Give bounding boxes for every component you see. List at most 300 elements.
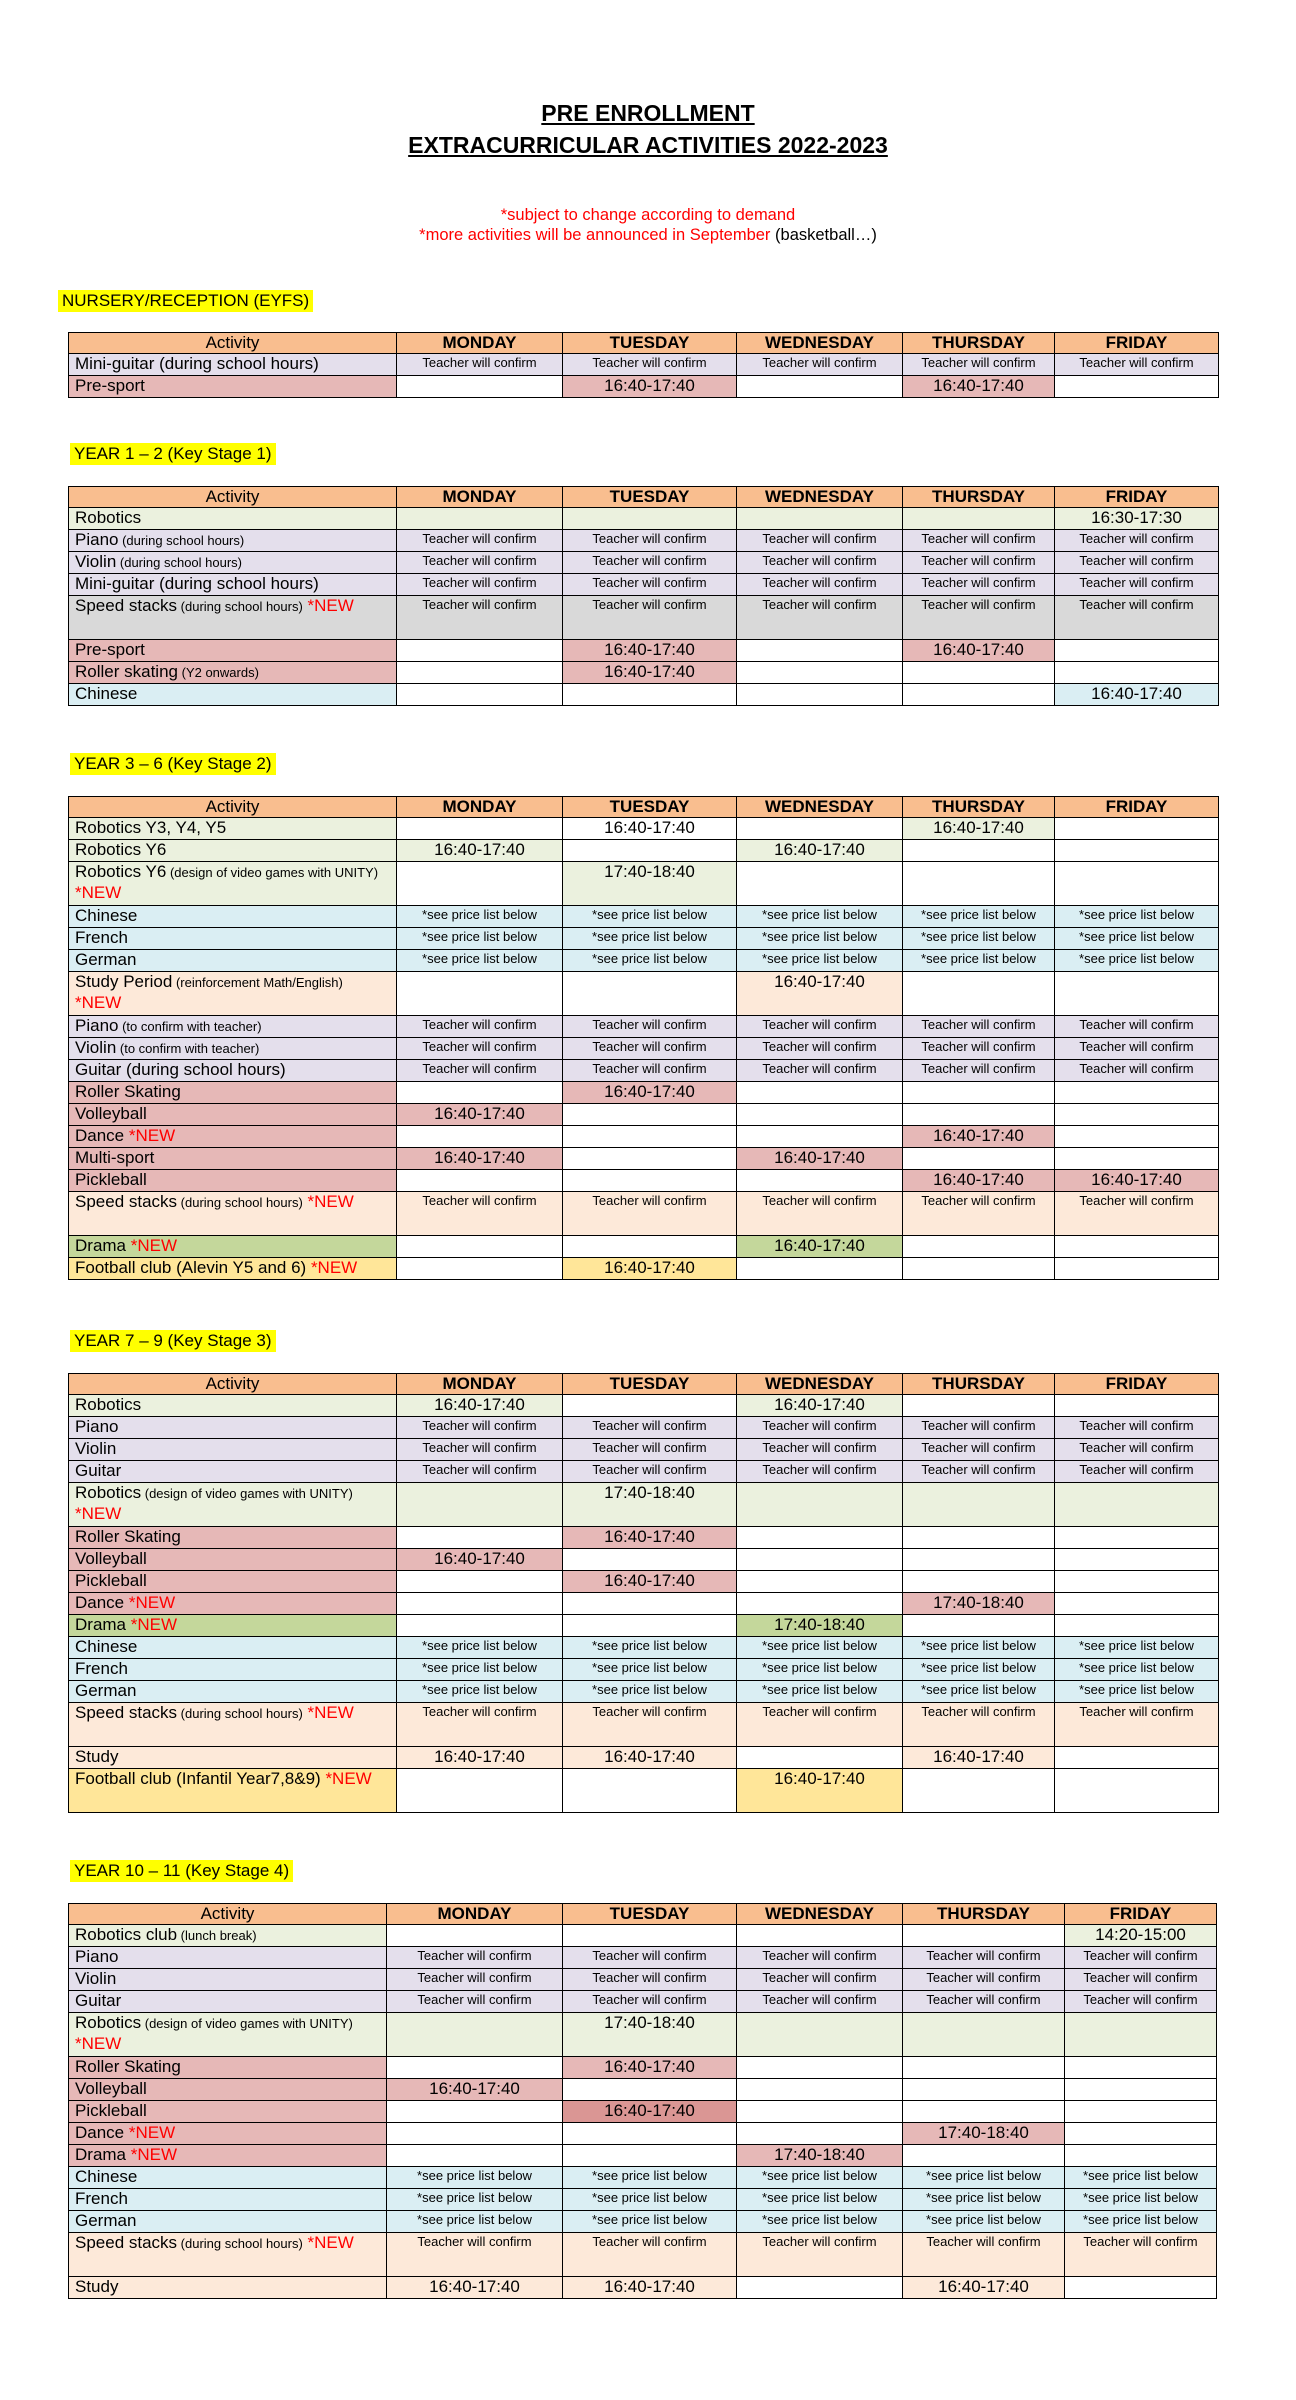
- activity-name-study: Study: [69, 1747, 397, 1769]
- schedule-cell-friday: [1065, 2123, 1217, 2145]
- new-badge: *NEW: [302, 2233, 354, 2252]
- schedule-cell-tuesday: [563, 508, 737, 530]
- schedule-cell-tuesday: 16:40-17:40: [563, 1258, 737, 1280]
- schedule-cell-friday: [1055, 1593, 1219, 1615]
- schedule-cell-friday: [1065, 2079, 1217, 2101]
- table-row: [69, 640, 1219, 662]
- schedule-cell-monday: [397, 684, 563, 706]
- schedule-cell-friday: [1055, 1104, 1219, 1126]
- schedule-cell-thursday: [903, 2101, 1065, 2123]
- schedule-cell-tuesday: [563, 1593, 737, 1615]
- schedule-cell-friday: [1055, 1571, 1219, 1593]
- schedule-cell-thursday: 16:40-17:40: [903, 1126, 1055, 1148]
- schedule-cell-monday: 16:40-17:40: [397, 840, 563, 862]
- table-row: [69, 1747, 1219, 1769]
- activity-name-robotics-club: Robotics club (lunch break): [69, 1925, 387, 1947]
- table-row: [69, 1258, 1219, 1280]
- schedule-cell-wednesday: [737, 684, 903, 706]
- schedule-cell-tuesday: Teacher will confirm: [563, 530, 737, 552]
- schedule-cell-wednesday: Teacher will confirm: [737, 1947, 903, 1969]
- table-row: [69, 1060, 1219, 1082]
- schedule-cell-thursday: [903, 1258, 1055, 1280]
- schedule-cell-wednesday: [737, 508, 903, 530]
- schedule-cell-friday: [1055, 640, 1219, 662]
- activity-name-study-period: Study Period (reinforcement Math/English) *NEW: [69, 972, 397, 1016]
- schedule-cell-monday: *see price list below: [397, 1659, 563, 1681]
- schedule-cell-tuesday: *see price list below: [563, 2167, 737, 2189]
- schedule-cell-thursday: [903, 1549, 1055, 1571]
- schedule-cell-thursday: [903, 1769, 1055, 1813]
- activity-name-dance: Dance *NEW: [69, 1126, 397, 1148]
- activity-name-violin: Violin: [69, 1969, 387, 1991]
- new-badge: *NEW: [124, 1593, 176, 1612]
- schedule-cell-thursday: *see price list below: [903, 1637, 1055, 1659]
- schedule-cell-friday: [1055, 840, 1219, 862]
- schedule-cell-friday: *see price list below: [1055, 1659, 1219, 1681]
- activity-name-roller-skating: Roller Skating: [69, 2057, 387, 2079]
- new-badge: *NEW: [124, 2123, 176, 2142]
- schedule-cell-thursday: Teacher will confirm: [903, 1439, 1055, 1461]
- schedule-cell-friday: Teacher will confirm: [1055, 1417, 1219, 1439]
- schedule-cell-tuesday: 16:40-17:40: [563, 640, 737, 662]
- schedule-cell-friday: Teacher will confirm: [1065, 1947, 1217, 1969]
- schedule-cell-monday: Teacher will confirm: [397, 1060, 563, 1082]
- activity-name-multi-sport: Multi-sport: [69, 1148, 397, 1170]
- activity-name-robotics: Robotics: [69, 1395, 397, 1417]
- table-row: [69, 552, 1219, 574]
- schedule-cell-thursday: [903, 1615, 1055, 1637]
- schedule-cell-friday: *see price list below: [1055, 950, 1219, 972]
- schedule-cell-wednesday: Teacher will confirm: [737, 2233, 903, 2277]
- activity-name-piano: Piano: [69, 1417, 397, 1439]
- table-row: [69, 1593, 1219, 1615]
- schedule-cell-wednesday: [737, 1527, 903, 1549]
- new-badge: *NEW: [126, 1236, 178, 1255]
- schedule-cell-friday: [1055, 972, 1219, 1016]
- schedule-cell-friday: [1055, 662, 1219, 684]
- schedule-cell-wednesday: *see price list below: [737, 950, 903, 972]
- schedule-cell-tuesday: [563, 972, 737, 1016]
- schedule-cell-monday: 16:40-17:40: [397, 1747, 563, 1769]
- header-friday: FRIDAY: [1055, 1374, 1219, 1395]
- activity-name-speed-stacks: Speed stacks (during school hours) *NEW: [69, 596, 397, 640]
- activity-name-german: German: [69, 2211, 387, 2233]
- new-badge: *NEW: [75, 993, 122, 1012]
- schedule-cell-monday: [387, 2123, 563, 2145]
- schedule-cell-wednesday: *see price list below: [737, 928, 903, 950]
- activity-name-robotics: Robotics (design of video games with UNITY) *NEW: [69, 2013, 387, 2057]
- schedule-cell-thursday: Teacher will confirm: [903, 1192, 1055, 1236]
- schedule-cell-friday: Teacher will confirm: [1055, 574, 1219, 596]
- schedule-cell-monday: [397, 1527, 563, 1549]
- schedule-cell-tuesday: Teacher will confirm: [563, 1060, 737, 1082]
- activity-name-drama: Drama *NEW: [69, 1236, 397, 1258]
- table-row: [69, 1082, 1219, 1104]
- schedule-cell-wednesday: *see price list below: [737, 906, 903, 928]
- schedule-cell-wednesday: 16:40-17:40: [737, 1769, 903, 1813]
- schedule-cell-friday: [1055, 862, 1219, 906]
- schedule-cell-wednesday: Teacher will confirm: [737, 530, 903, 552]
- schedule-cell-friday: Teacher will confirm: [1055, 1192, 1219, 1236]
- table-row: [69, 1104, 1219, 1126]
- schedule-cell-tuesday: [563, 2145, 737, 2167]
- schedule-cell-thursday: *see price list below: [903, 2211, 1065, 2233]
- header-wednesday: WEDNESDAY: [737, 333, 903, 354]
- schedule-cell-thursday: Teacher will confirm: [903, 354, 1055, 376]
- activity-name-speed-stacks: Speed stacks (during school hours) *NEW: [69, 1192, 397, 1236]
- schedule-cell-monday: Teacher will confirm: [387, 1947, 563, 1969]
- header-monday: MONDAY: [397, 487, 563, 508]
- table-row: [69, 906, 1219, 928]
- new-badge: *NEW: [126, 2145, 178, 2164]
- schedule-cell-thursday: Teacher will confirm: [903, 574, 1055, 596]
- schedule-cell-friday: Teacher will confirm: [1055, 1461, 1219, 1483]
- schedule-cell-wednesday: *see price list below: [737, 2189, 903, 2211]
- activity-name-volleyball: Volleyball: [69, 1104, 397, 1126]
- activity-name-mini-guitar-during-school-hours: Mini-guitar (during school hours): [69, 574, 397, 596]
- schedule-cell-monday: *see price list below: [397, 928, 563, 950]
- activity-name-pickleball: Pickleball: [69, 2101, 387, 2123]
- schedule-cell-wednesday: Teacher will confirm: [737, 1192, 903, 1236]
- table-row: [69, 928, 1219, 950]
- schedule-cell-thursday: *see price list below: [903, 1681, 1055, 1703]
- schedule-cell-monday: Teacher will confirm: [397, 1192, 563, 1236]
- schedule-cell-thursday: [903, 662, 1055, 684]
- table-row: [69, 1925, 1217, 1947]
- schedule-cell-tuesday: 16:40-17:40: [563, 2057, 737, 2079]
- schedule-cell-friday: Teacher will confirm: [1055, 1703, 1219, 1747]
- schedule-cell-friday: *see price list below: [1055, 1681, 1219, 1703]
- activity-name-football-club-alevin-y5-and-6: Football club (Alevin Y5 and 6) *NEW: [69, 1258, 397, 1280]
- activity-name-french: French: [69, 2189, 387, 2211]
- schedule-cell-wednesday: 16:40-17:40: [737, 840, 903, 862]
- table-row: [69, 2057, 1217, 2079]
- note-more-activities-black: (basketball…): [775, 226, 877, 244]
- schedule-cell-monday: [397, 1170, 563, 1192]
- schedule-cell-friday: Teacher will confirm: [1055, 1038, 1219, 1060]
- schedule-cell-friday: [1055, 1395, 1219, 1417]
- schedule-cell-wednesday: 16:40-17:40: [737, 1236, 903, 1258]
- schedule-cell-thursday: Teacher will confirm: [903, 1947, 1065, 1969]
- table-row: [69, 508, 1219, 530]
- schedule-cell-monday: [397, 376, 563, 398]
- schedule-cell-friday: *see price list below: [1055, 906, 1219, 928]
- schedule-cell-monday: *see price list below: [397, 906, 563, 928]
- section-heading: YEAR 1 – 2 (Key Stage 1): [70, 443, 276, 465]
- schedule-cell-friday: [1065, 2277, 1217, 2299]
- schedule-cell-thursday: Teacher will confirm: [903, 1060, 1055, 1082]
- header-tuesday: TUESDAY: [563, 1904, 737, 1925]
- schedule-cell-wednesday: Teacher will confirm: [737, 1038, 903, 1060]
- table-row: [69, 1681, 1219, 1703]
- schedule-cell-wednesday: [737, 2101, 903, 2123]
- schedule-cell-monday: 16:40-17:40: [397, 1148, 563, 1170]
- activity-name-chinese: Chinese: [69, 1637, 397, 1659]
- schedule-cell-tuesday: *see price list below: [563, 928, 737, 950]
- activity-name-robotics-y6: Robotics Y6: [69, 840, 397, 862]
- schedule-cell-thursday: [903, 2013, 1065, 2057]
- new-badge: *NEW: [306, 1258, 358, 1277]
- schedule-cell-tuesday: [563, 684, 737, 706]
- schedule-cell-monday: [387, 2013, 563, 2057]
- schedule-cell-thursday: *see price list below: [903, 928, 1055, 950]
- schedule-cell-wednesday: [737, 1483, 903, 1527]
- activity-name-speed-stacks: Speed stacks (during school hours) *NEW: [69, 1703, 397, 1747]
- schedule-cell-tuesday: *see price list below: [563, 950, 737, 972]
- schedule-cell-monday: *see price list below: [387, 2167, 563, 2189]
- schedule-cell-thursday: Teacher will confirm: [903, 1969, 1065, 1991]
- header-activity: Activity: [69, 333, 397, 354]
- new-badge: *NEW: [75, 2034, 122, 2053]
- activity-name-chinese: Chinese: [69, 2167, 387, 2189]
- schedule-cell-thursday: [903, 684, 1055, 706]
- schedule-cell-monday: Teacher will confirm: [397, 1038, 563, 1060]
- activity-name-pickleball: Pickleball: [69, 1170, 397, 1192]
- section-heading: YEAR 3 – 6 (Key Stage 2): [70, 753, 276, 775]
- schedule-cell-wednesday: Teacher will confirm: [737, 1439, 903, 1461]
- schedule-cell-wednesday: *see price list below: [737, 2167, 903, 2189]
- page-title: PRE ENROLLMENT: [541, 100, 755, 126]
- table-row: [69, 1947, 1217, 1969]
- schedule-cell-wednesday: *see price list below: [737, 2211, 903, 2233]
- schedule-cell-monday: 16:40-17:40: [397, 1549, 563, 1571]
- activity-name-dance: Dance *NEW: [69, 2123, 387, 2145]
- activity-name-violin: Violin: [69, 1439, 397, 1461]
- activity-name-study: Study: [69, 2277, 387, 2299]
- activity-name-volleyball: Volleyball: [69, 1549, 397, 1571]
- schedule-cell-thursday: [903, 508, 1055, 530]
- header-tuesday: TUESDAY: [563, 333, 737, 354]
- schedule-cell-friday: *see price list below: [1065, 2167, 1217, 2189]
- schedule-cell-friday: *see price list below: [1055, 928, 1219, 950]
- schedule-table: [68, 1903, 1217, 2299]
- schedule-cell-tuesday: Teacher will confirm: [563, 1991, 737, 2013]
- schedule-cell-thursday: Teacher will confirm: [903, 530, 1055, 552]
- activity-name-guitar: Guitar: [69, 1991, 387, 2013]
- note-more-activities: [0, 226, 1296, 245]
- schedule-cell-monday: [397, 662, 563, 684]
- header-friday: FRIDAY: [1055, 487, 1219, 508]
- table-row: [69, 2145, 1217, 2167]
- schedule-cell-wednesday: [737, 2277, 903, 2299]
- activity-name-piano: Piano: [69, 1947, 387, 1969]
- schedule-cell-thursday: [903, 2057, 1065, 2079]
- table-row: [69, 1483, 1219, 1527]
- table-row: [69, 1417, 1219, 1439]
- schedule-cell-friday: Teacher will confirm: [1055, 530, 1219, 552]
- schedule-cell-monday: *see price list below: [397, 1637, 563, 1659]
- schedule-cell-tuesday: [563, 1148, 737, 1170]
- schedule-cell-wednesday: [737, 1126, 903, 1148]
- schedule-cell-wednesday: [737, 2123, 903, 2145]
- schedule-cell-tuesday: [563, 1615, 737, 1637]
- schedule-cell-wednesday: *see price list below: [737, 1659, 903, 1681]
- schedule-cell-tuesday: Teacher will confirm: [563, 1192, 737, 1236]
- table-row: [69, 840, 1219, 862]
- schedule-cell-tuesday: [563, 1769, 737, 1813]
- schedule-cell-thursday: *see price list below: [903, 2167, 1065, 2189]
- table-row: [69, 2211, 1217, 2233]
- schedule-cell-tuesday: Teacher will confirm: [563, 1417, 737, 1439]
- schedule-cell-monday: [387, 2057, 563, 2079]
- schedule-cell-friday: Teacher will confirm: [1065, 1991, 1217, 2013]
- activity-name-roller-skating: Roller skating (Y2 onwards): [69, 662, 397, 684]
- schedule-cell-monday: Teacher will confirm: [397, 574, 563, 596]
- schedule-cell-friday: *see price list below: [1055, 1637, 1219, 1659]
- header-wednesday: WEDNESDAY: [737, 797, 903, 818]
- schedule-cell-thursday: Teacher will confirm: [903, 2233, 1065, 2277]
- schedule-table: [68, 486, 1219, 706]
- schedule-cell-thursday: [903, 1082, 1055, 1104]
- schedule-cell-wednesday: [737, 640, 903, 662]
- schedule-cell-friday: [1065, 2013, 1217, 2057]
- schedule-cell-wednesday: Teacher will confirm: [737, 1417, 903, 1439]
- header-activity: Activity: [69, 1374, 397, 1395]
- table-row: [69, 1549, 1219, 1571]
- schedule-cell-wednesday: [737, 376, 903, 398]
- schedule-cell-tuesday: 16:40-17:40: [563, 1571, 737, 1593]
- schedule-cell-thursday: [903, 1104, 1055, 1126]
- schedule-cell-monday: *see price list below: [387, 2211, 563, 2233]
- note-subject-to-change: *subject to change according to demand: [500, 206, 796, 224]
- activity-name-roller-skating: Roller Skating: [69, 1527, 397, 1549]
- schedule-cell-tuesday: 16:40-17:40: [563, 818, 737, 840]
- activity-name-violin: Violin (during school hours): [69, 552, 397, 574]
- header-row: [69, 1374, 1219, 1395]
- activity-name-drama: Drama *NEW: [69, 1615, 397, 1637]
- schedule-cell-tuesday: *see price list below: [563, 2211, 737, 2233]
- schedule-cell-friday: [1055, 1527, 1219, 1549]
- header-row: [69, 487, 1219, 508]
- header-thursday: THURSDAY: [903, 797, 1055, 818]
- schedule-cell-monday: Teacher will confirm: [397, 354, 563, 376]
- schedule-cell-wednesday: [737, 2057, 903, 2079]
- schedule-cell-tuesday: [563, 2079, 737, 2101]
- schedule-cell-tuesday: Teacher will confirm: [563, 574, 737, 596]
- activity-name-dance: Dance *NEW: [69, 1593, 397, 1615]
- schedule-cell-thursday: 17:40-18:40: [903, 2123, 1065, 2145]
- schedule-cell-monday: [397, 862, 563, 906]
- schedule-cell-monday: Teacher will confirm: [397, 1703, 563, 1747]
- schedule-cell-tuesday: Teacher will confirm: [563, 1703, 737, 1747]
- table-row: [69, 1126, 1219, 1148]
- section-heading: YEAR 10 – 11 (Key Stage 4): [70, 1860, 293, 1882]
- schedule-cell-tuesday: 16:40-17:40: [563, 1527, 737, 1549]
- schedule-cell-wednesday: *see price list below: [737, 1681, 903, 1703]
- activity-name-robotics: Robotics: [69, 508, 397, 530]
- table-row: [69, 354, 1219, 376]
- schedule-cell-tuesday: [563, 1925, 737, 1947]
- schedule-cell-thursday: [903, 1148, 1055, 1170]
- schedule-cell-thursday: *see price list below: [903, 950, 1055, 972]
- schedule-cell-tuesday: Teacher will confirm: [563, 596, 737, 640]
- schedule-cell-friday: [1055, 1483, 1219, 1527]
- table-row: [69, 972, 1219, 1016]
- schedule-cell-monday: [397, 1571, 563, 1593]
- schedule-cell-thursday: 16:40-17:40: [903, 1747, 1055, 1769]
- schedule-cell-monday: Teacher will confirm: [397, 1439, 563, 1461]
- schedule-cell-friday: [1055, 1236, 1219, 1258]
- schedule-cell-thursday: *see price list below: [903, 2189, 1065, 2211]
- schedule-cell-wednesday: [737, 1258, 903, 1280]
- schedule-cell-thursday: [903, 1395, 1055, 1417]
- schedule-cell-monday: Teacher will confirm: [387, 1969, 563, 1991]
- schedule-cell-monday: [397, 818, 563, 840]
- schedule-cell-wednesday: [737, 818, 903, 840]
- schedule-cell-monday: [397, 1126, 563, 1148]
- new-badge: *NEW: [126, 1615, 178, 1634]
- table-row: [69, 1016, 1219, 1038]
- schedule-cell-friday: [1055, 818, 1219, 840]
- schedule-cell-monday: Teacher will confirm: [397, 1417, 563, 1439]
- new-badge: *NEW: [302, 1192, 354, 1211]
- activity-name-chinese: Chinese: [69, 684, 397, 706]
- schedule-cell-friday: Teacher will confirm: [1055, 354, 1219, 376]
- schedule-cell-monday: 16:40-17:40: [387, 2277, 563, 2299]
- schedule-cell-wednesday: Teacher will confirm: [737, 596, 903, 640]
- schedule-cell-wednesday: [737, 1593, 903, 1615]
- header-thursday: THURSDAY: [903, 333, 1055, 354]
- header-thursday: THURSDAY: [903, 1904, 1065, 1925]
- schedule-cell-tuesday: [563, 2123, 737, 2145]
- schedule-cell-tuesday: Teacher will confirm: [563, 1969, 737, 1991]
- schedule-cell-monday: [397, 1769, 563, 1813]
- schedule-cell-friday: 16:40-17:40: [1055, 1170, 1219, 1192]
- schedule-cell-thursday: [903, 2145, 1065, 2167]
- schedule-cell-thursday: 16:40-17:40: [903, 376, 1055, 398]
- schedule-cell-tuesday: 16:40-17:40: [563, 1747, 737, 1769]
- schedule-cell-tuesday: *see price list below: [563, 1637, 737, 1659]
- table-row: [69, 1439, 1219, 1461]
- header-wednesday: WEDNESDAY: [737, 1904, 903, 1925]
- section-heading: NURSERY/RECEPTION (EYFS): [58, 290, 313, 312]
- activity-name-guitar: Guitar: [69, 1461, 397, 1483]
- schedule-cell-thursday: Teacher will confirm: [903, 1038, 1055, 1060]
- schedule-cell-wednesday: Teacher will confirm: [737, 1016, 903, 1038]
- activity-name-german: German: [69, 950, 397, 972]
- header-friday: FRIDAY: [1055, 797, 1219, 818]
- table-row: [69, 1969, 1217, 1991]
- schedule-cell-wednesday: Teacher will confirm: [737, 1703, 903, 1747]
- table-row: [69, 1148, 1219, 1170]
- table-row: [69, 1236, 1219, 1258]
- schedule-cell-wednesday: Teacher will confirm: [737, 552, 903, 574]
- schedule-cell-tuesday: Teacher will confirm: [563, 1461, 737, 1483]
- schedule-cell-wednesday: 17:40-18:40: [737, 2145, 903, 2167]
- activity-name-chinese: Chinese: [69, 906, 397, 928]
- schedule-cell-friday: [1055, 376, 1219, 398]
- schedule-cell-wednesday: Teacher will confirm: [737, 1969, 903, 1991]
- schedule-cell-thursday: *see price list below: [903, 906, 1055, 928]
- schedule-cell-monday: Teacher will confirm: [397, 1461, 563, 1483]
- schedule-cell-friday: Teacher will confirm: [1055, 1439, 1219, 1461]
- schedule-table: [68, 796, 1219, 1280]
- schedule-cell-friday: [1065, 2101, 1217, 2123]
- schedule-cell-tuesday: Teacher will confirm: [563, 2233, 737, 2277]
- schedule-cell-friday: Teacher will confirm: [1055, 1016, 1219, 1038]
- schedule-cell-wednesday: [737, 1747, 903, 1769]
- table-row: [69, 2167, 1217, 2189]
- table-row: [69, 1637, 1219, 1659]
- schedule-cell-wednesday: [737, 1925, 903, 1947]
- schedule-cell-tuesday: 17:40-18:40: [563, 2013, 737, 2057]
- schedule-cell-monday: [397, 972, 563, 1016]
- header-row: [69, 1904, 1217, 1925]
- schedule-cell-wednesday: 16:40-17:40: [737, 1148, 903, 1170]
- schedule-cell-thursday: [903, 1483, 1055, 1527]
- schedule-cell-thursday: Teacher will confirm: [903, 1461, 1055, 1483]
- table-row: [69, 1769, 1219, 1813]
